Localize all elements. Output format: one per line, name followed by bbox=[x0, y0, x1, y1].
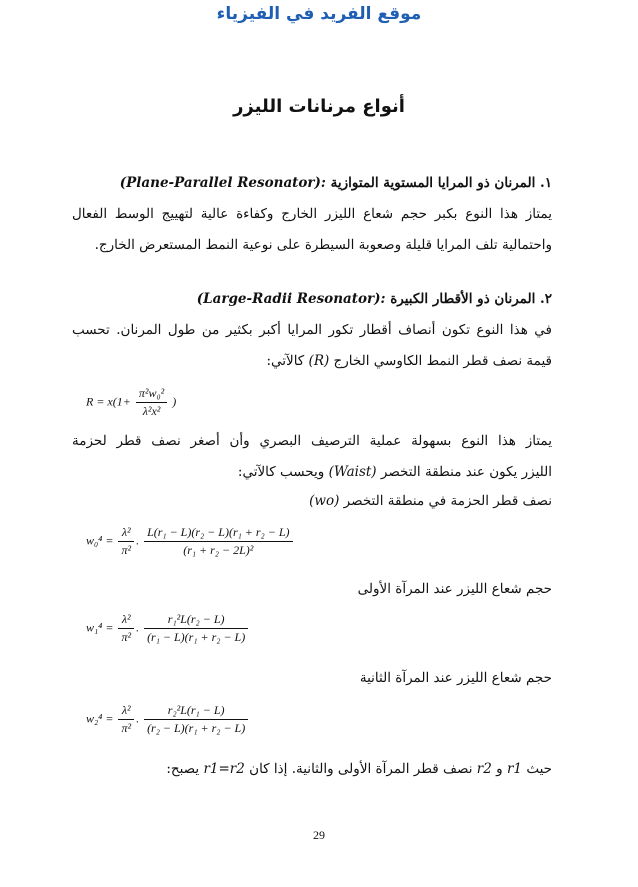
eq-w1-b-num: r₁²L(r₂ − L) bbox=[144, 612, 248, 629]
last-b: نصف قطر المرآة الأولى والثانية. إذا كان bbox=[249, 761, 473, 777]
section2-line4-w: (Waist) bbox=[328, 464, 377, 480]
last-r2: r2 bbox=[476, 761, 492, 777]
section2-line2-r: (R) bbox=[308, 353, 330, 369]
section1-heading-ar: ١. المرنان ذو المرايا المستوية المتوازية bbox=[330, 175, 552, 191]
section2-heading-en: (Large-Radii Resonator): bbox=[196, 291, 386, 307]
site-header: موقع الفريد في الفيزياء bbox=[216, 4, 422, 24]
section2-line2-b: كالآتي: bbox=[266, 353, 305, 369]
eq-w0-frac-a bbox=[118, 525, 134, 558]
section2-last-line bbox=[72, 760, 552, 778]
section2-line2 bbox=[72, 352, 552, 370]
section1-heading-en: (Plane-Parallel Resonator): bbox=[119, 175, 326, 191]
equation-w2: w₂⁴ = $\frac{\text{λ²}}{\text{π²}}$ . $\frac{\text{r₂²L(r₁ − L)}}{\text{(r₂ − L)(r₁ + r₂ − L)}}$ bbox=[86, 703, 250, 736]
mirror2-label: حجم شعاع الليزر عند المرآة الثانية bbox=[359, 670, 552, 686]
eq-w2-a-den: π² bbox=[121, 721, 132, 735]
section2-line5 bbox=[72, 492, 552, 510]
section2-line4 bbox=[72, 463, 552, 481]
eq-R-close: ) bbox=[172, 394, 177, 409]
eq-w0-lhs: w₀⁴ = bbox=[86, 533, 114, 548]
section1-line1: يمتاز هذا النوع بكبر حجم شعاع الليزر الخارج وكفاءة عالية لتهييج الوسط الفعال bbox=[72, 206, 552, 222]
section2-line1: في هذا النوع تكون أنصاف أقطار تكور المرايا أكبر بكثير من طول المرنان. تحسب bbox=[72, 322, 552, 338]
last-and: و bbox=[496, 761, 503, 777]
section2-line5-w: (wo) bbox=[309, 493, 340, 509]
eq-w0-frac-b bbox=[144, 525, 292, 558]
section2-heading bbox=[72, 290, 552, 308]
eq-R-num: π²w₀² bbox=[136, 386, 167, 403]
eq-R-den: λ²x² bbox=[142, 404, 161, 418]
equation-R bbox=[86, 386, 176, 419]
mirror1-label: حجم شعاع الليزر عند المرآة الأولى bbox=[357, 581, 552, 597]
eq-w0-a-num: λ² bbox=[118, 525, 134, 542]
eq-w2-frac-b bbox=[144, 703, 248, 736]
eq-R-lhs: R = x(1+ bbox=[86, 394, 131, 409]
page-title: أنواع مرنانات الليزر bbox=[233, 96, 405, 117]
section2-line4-a: الليزر يكون عند منطقة التخصر bbox=[380, 464, 552, 480]
eq-w1-a-num: λ² bbox=[118, 612, 134, 629]
last-r1: r1 bbox=[506, 761, 523, 777]
eq-w2-lhs: w₂⁴ = bbox=[86, 711, 114, 726]
section2-line5-a: نصف قطر الحزمة في منطقة التخصر bbox=[343, 493, 552, 509]
equation-w1: w₁⁴ = $\frac{\text{λ²}}{\text{π²}}$ . $\frac{\text{r₁²L(r₂ − L)}}{\text{(r₁ − L)(r₁ + r₂ − L)}}$ bbox=[86, 612, 250, 645]
eq-w0-b-den: (r₁ + r₂ − 2L)² bbox=[183, 543, 254, 557]
eq-w1-lhs: w₁⁴ = bbox=[86, 620, 114, 635]
last-c: يصبح: bbox=[166, 761, 200, 777]
eq-w0-a-den: π² bbox=[121, 543, 132, 557]
section2-line2-a: قيمة نصف قطر النمط الكاوسي الخارج bbox=[333, 353, 552, 369]
eq-w1-a-den: π² bbox=[121, 630, 132, 644]
eq-w0-b-num: L(r₁ − L)(r₂ − L)(r₁ + r₂ − L) bbox=[144, 525, 292, 542]
section1-heading bbox=[72, 174, 552, 192]
section2-heading-ar: ٢. المرنان ذو الأقطار الكبيرة bbox=[390, 291, 552, 307]
eq-R-fraction bbox=[136, 386, 167, 419]
eq-w1-frac-b bbox=[144, 612, 248, 645]
page-number: 29 bbox=[313, 828, 325, 842]
last-eq: r1=r2 bbox=[203, 761, 245, 777]
eq-w2-frac-a bbox=[118, 703, 134, 736]
eq-w2-b-num: r₂²L(r₁ − L) bbox=[144, 703, 248, 720]
section1-line2: واحتمالية تلف المرايا قليلة وصعوبة السيطرة على نوعية النمط المستعرض الخارج. bbox=[94, 237, 552, 253]
eq-w1-frac-a bbox=[118, 612, 134, 645]
eq-w2-b-den: (r₂ − L)(r₁ + r₂ − L) bbox=[147, 721, 246, 735]
last-a: حيث bbox=[526, 761, 552, 777]
section2-line4-b: ويحسب كالآتي: bbox=[237, 464, 325, 480]
equation-w0: w₀⁴ = $\frac{\text{λ²}}{\text{π²}}$ . $\frac{\text{L(r₁ − L)(r₂ − L)(r₁ + r₂ − L)}}{\text{(r₁ + r₂ − 2L)²}}$ bbox=[86, 525, 295, 558]
eq-w1-b-den: (r₁ − L)(r₁ + r₂ − L) bbox=[147, 630, 246, 644]
eq-w2-a-num: λ² bbox=[118, 703, 134, 720]
section2-line3: يمتاز هذا النوع بسهولة عملية الترصيف البصري وأن أصغر نصف قطر لحزمة bbox=[72, 433, 552, 449]
